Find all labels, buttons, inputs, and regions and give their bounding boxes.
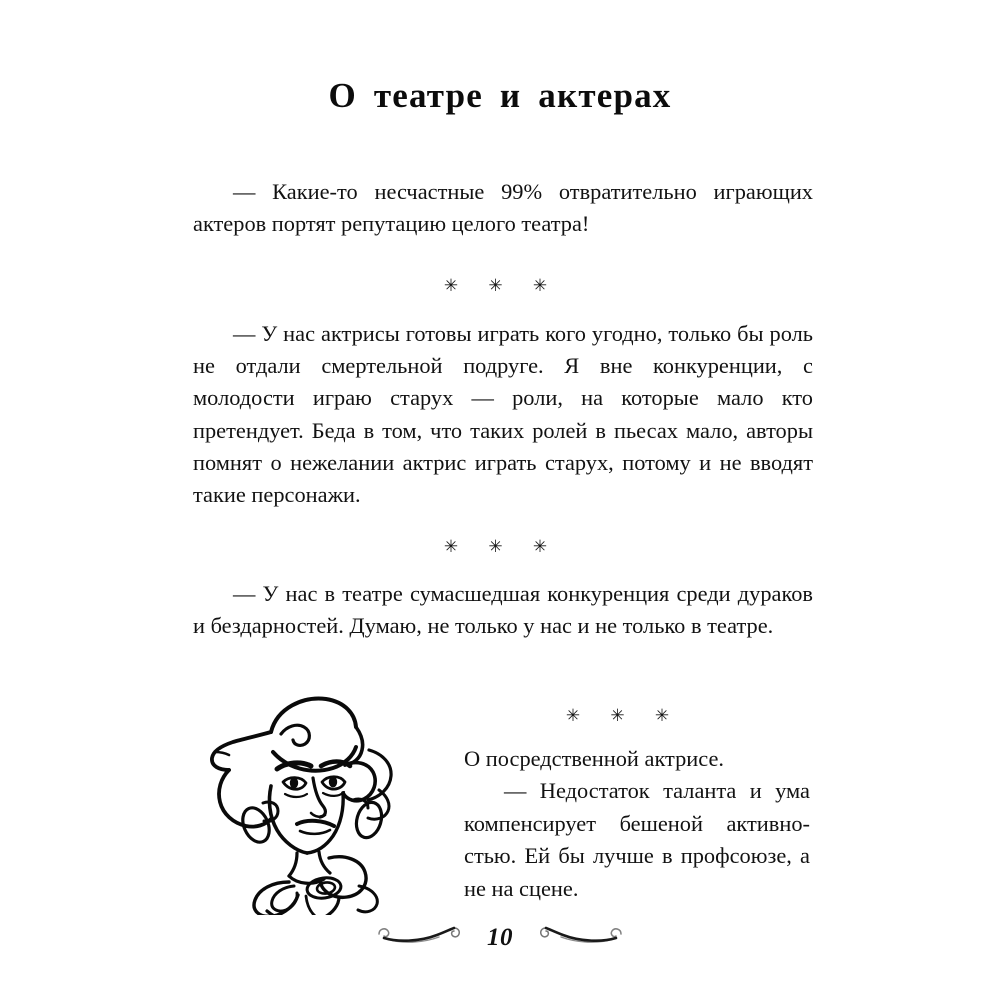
flourish-right-icon	[539, 922, 625, 953]
page-footer	[0, 922, 1000, 953]
paragraph-text: — У нас в театре сумасшедшая конкуренция среди дураков и бездарностей. Думаю, не только у нас и не только в театре.	[193, 581, 813, 639]
asterisk-separator-3: ✳ ✳ ✳	[565, 706, 683, 725]
text-block-1	[193, 176, 813, 240]
caricature-actress-icon	[193, 690, 411, 915]
bottom-paragraph-2: — Недостаток таланта и ума компенсирует бешеной активностью. Ей бы лучше в профсоюзе, а не на сцене.	[464, 778, 810, 901]
illustrated-text-section	[193, 690, 813, 910]
asterisk-separator-1: ✳ ✳ ✳	[443, 276, 561, 295]
paragraph-text: — Какие-то несчастные 99% отвратительно играющих актеров портят репутацию целого театра!	[193, 179, 813, 237]
text-block-2	[193, 318, 813, 511]
paragraph-text: — У нас актрисы готовы играть кого угодно, только бы роль не отдали смертельной подруге. Я вне конкуренции, с молодости играю старух — роли, на которые мало кто претендует. Беда в том, что таких ролей в пьесах мало, авторы помнят о нежелании актрис играть старух, потому и не вводят такие персонажи.	[193, 321, 813, 508]
page-title: О театре и актерах	[328, 76, 672, 116]
wrapped-text-column	[464, 743, 810, 905]
asterisk-separator-2: ✳ ✳ ✳	[443, 537, 561, 556]
flourish-left-icon	[375, 922, 461, 953]
text-block-3	[193, 578, 813, 642]
page-number: 10	[487, 923, 513, 951]
bottom-paragraph-1: О посредственной актрисе.	[464, 746, 725, 771]
